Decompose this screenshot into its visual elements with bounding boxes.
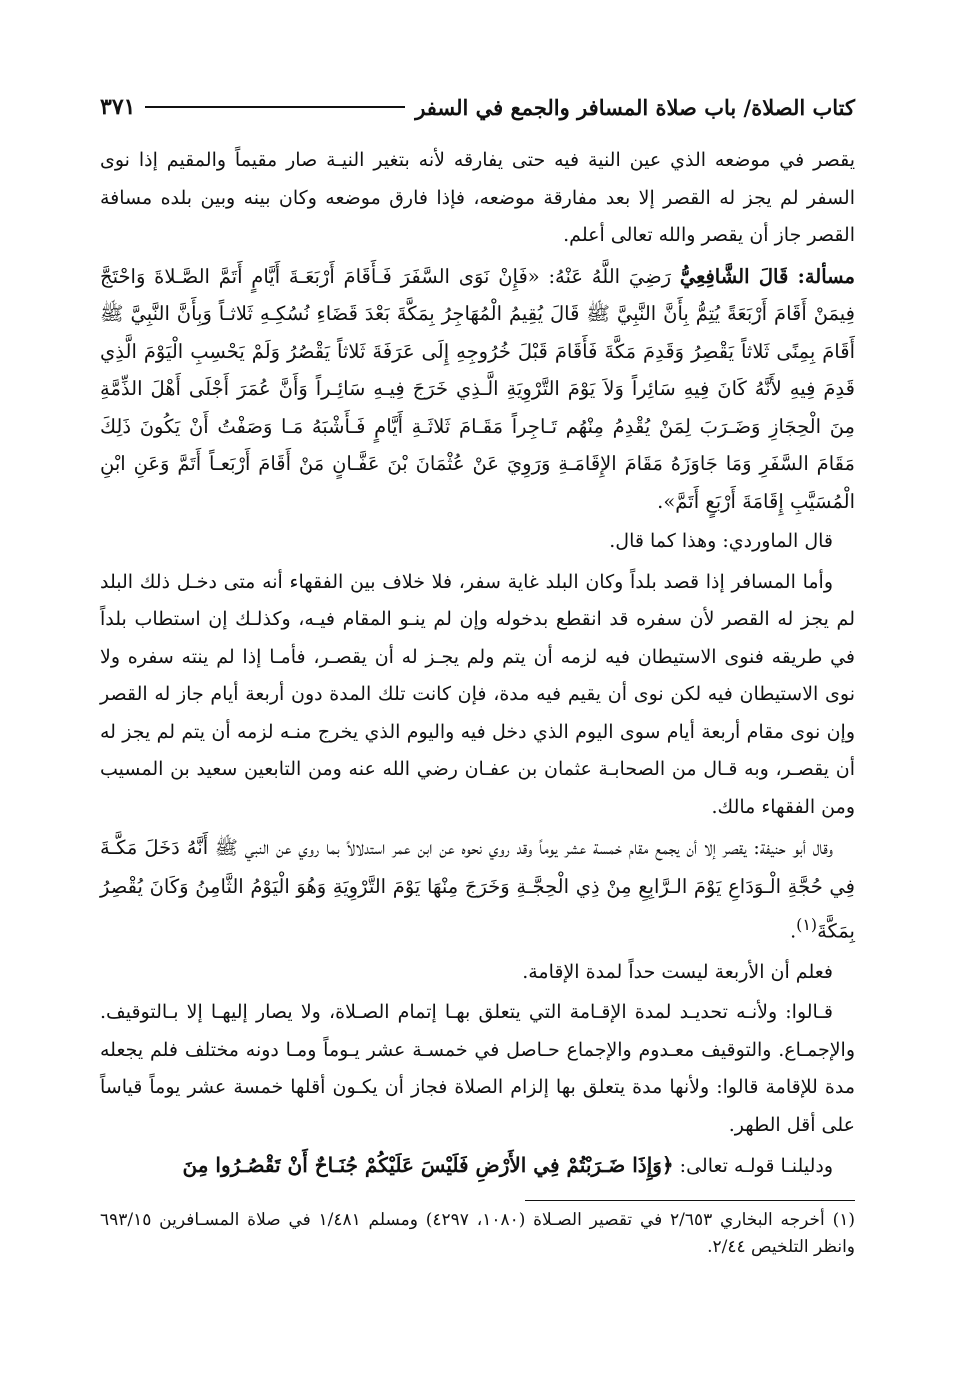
paragraph-1: يقصر في موضعه الذي عين النية فيه حتى يفارقه لأنه بتغير النيـة صار مقيماً والمقيم إذا نوى السفر لم يجز له القصر إلا بعد مفارقة موضعه، فإذا فارق موضعه وكان بينه وبين بلده مسافة القصر جاز أن يقصر والله تعالى أعلم. xyxy=(100,149,855,246)
header-rule xyxy=(145,106,405,108)
footnote-rule xyxy=(525,1200,855,1201)
paragraph-5 xyxy=(100,829,855,951)
paragraph-8 xyxy=(100,1147,855,1186)
page-number: ٣٧١ xyxy=(100,94,136,120)
paragraph-7: قـالوا: ولأنـه تحديـد لمدة الإقـامة التي يتعلق بهـا إتمام الصـلاة، ولا يصار إليهـا إلا بـالتوقيف. والإجمـاع. والتوقيف معـدوم والإجماع حـاصل في خمسـة عشر يـوماً ومـا دونه مختلف فلم يجعله مدة للإقامة قالوا: ولأنها مدة يتعلق بها إلزام الصلاة فجاز أن يكـون أقلها خمسة عشر يوماً قياساً على أقل الطهر. xyxy=(100,1001,855,1136)
footnote xyxy=(100,1207,855,1261)
page-header xyxy=(100,92,855,122)
paragraph-4: وأما المسافر إذا قصد بلداً وكان البلد غاية سفر، فلا خلاف بين الفقهاء أنه متى دخـل ذلك البلد لم يجز له القصر لأن سفره قد انقطع بدخوله وإن لم ينـو المقام فيـه، وكذلـك إن استطاب بلداً في طريقه فنوى الاستيطان فيه لزمه أن يتم ولم يجـز له أن يقصـر، فأمـا إذا لم ينته سفره ولا نوى الاستيطان فيه لكن نوى أن يقيم فيه مدة، فإن كانت تلك المدة دون أربعة أيام جاز له القصر وإن نوى مقام أربعة أيام سوى اليوم الذي دخل فيه واليوم الذي يخرج منـه لزمه أن يتم لم يجز له أن يقصـر، وبه قـال من الصحابـة عثمان بن عفـان رضي الله عنه ومن التابعين سعيد بن المسيب ومن الفقهاء مالك. xyxy=(100,570,855,818)
footnote-text: أخرجه البخاري ٢/٦٥٣ في تقصير الصـلاة (١٠٨٠، ٤٢٩٧) ومسلم ١/٤٨١ في صلاة المسـافرين ٦٩٣/١٥ وانظر التلخيص ٢/٤٤. xyxy=(100,1209,855,1257)
masala-label: مسألة: قَالَ الشَّافِعِيُّ xyxy=(679,264,855,288)
paragraph-8-text: ودليلنـا قولـه تعالى: xyxy=(673,1155,833,1178)
masala-text: رَضِيَ اللَّهُ عَنْهُ: «فَإِنْ نَوَى السَّفَرَ فَـأَقَامَ أَرْبَعَـةَ أَيَّامٍ أَتَمَّ الصَّـلاةَ وَاحْتَجَّ فِيمَنْ أَقَامَ أَرْبَعَةً يُتِمُّ بِأَنَّ النَّبِيَّ ﷺ قَالَ يُقِيمُ الْمُهَاجِرُ بِمَكَّةَ بَعْدَ قَضَاءِ نُسُكِـهِ ثَلاثـاً وَبِأَنَّ النَّبِيَّ ﷺ أَقَامَ بِمِنًى ثَلاثاً يَقْصِرُ وَقَدِمَ مَكَّةَ فَأَقَامَ قَبْلَ خُرُوجِهِ إِلَى عَرَفَةَ ثَلاثاً يَقْصُرُ وَلَمْ يَحْسِبِ الْيَوْمَ الَّذِي قَدِمَ فِيهِ لأَنَّهُ كَانَ فِيهِ سَائِراً وَلاَ يَوْمَ التَّرْوِيَةِ الَّـذِي خَرَجَ فِيـهِ سَائِـراً وَأَنَّ عُمَرَ أَجْلَى أَهْلَ الذِّمَّةِ مِنَ الْحِجَازِ وَضَـرَبَ لِمَنْ يُقْدِمُ مِنْهُم تَـاجِراً مَقَـامَ ثَلاثَـةِ أَيَّامٍ فَـأَشْبَهُ مَـا وَصَفْتُ أَنْ يَكُونَ ذَلِكَ مَقَامَ السَّفَرِ وَمَا جَاوَزَهُ مَقَامَ الإِقَامَـةِ وَرَوِيَ عَنْ عُثْمَانَ بْنَ عَفَّـانٍ مَنْ أَقَامَ أَرْبَعـاً أَتَمَّ وَعَنِ ابْنِ الْمُسَيَّبِ إِقَامَةَ أَرْبَعٍ أَتَمَّ». xyxy=(100,264,855,513)
masala-paragraph xyxy=(100,258,855,521)
paragraph-5-end: . xyxy=(790,920,797,943)
footnote-number: (١) xyxy=(832,1209,855,1230)
quran-verse: ﴿وَإِذَا ضَـرَبْتُمْ فِي الأَرْضِ فَلَيْسَ عَلَيْكُمْ جُنَـاحٌ أَنْ تَقْصُـرُوا مِنَ xyxy=(182,1153,674,1178)
hadith-text: أَنَّهُ دَخَلَ مَكَّـةَ فِي حُجَّةِ الْـوَدَاعِ يَوْمَ الـرَّابِعِ مِنْ ذِي الْحِجَّـةِ وَخَرَجَ مِنْهَا يَوْمَ التَّرْوِيَةِ وَهُوَ الْيَوْمُ الثَّامِنُ وَكَانَ يُقْصِرُ بِمَكَّةَ xyxy=(100,836,855,943)
footnote-reference: (١) xyxy=(796,915,818,934)
paragraph-mawardi: قال الماوردي: وهذا كما قال. xyxy=(609,530,833,552)
page-body xyxy=(100,142,855,1186)
running-title: كتاب الصلاة/ باب صلاة المسافر والجمع في السفر xyxy=(415,94,855,120)
paragraph-6: فعلم أن الأربعة ليست حداً لمدة الإقامة. xyxy=(522,960,833,983)
paragraph-5-text: وقال أبو حنيفة: يقصر إلا أن يجمع مقام خمسة عشر يوماً وقد روي نحوه عن ابن عمر استدلالاً بما روي عن النبي ﷺ xyxy=(208,837,833,859)
